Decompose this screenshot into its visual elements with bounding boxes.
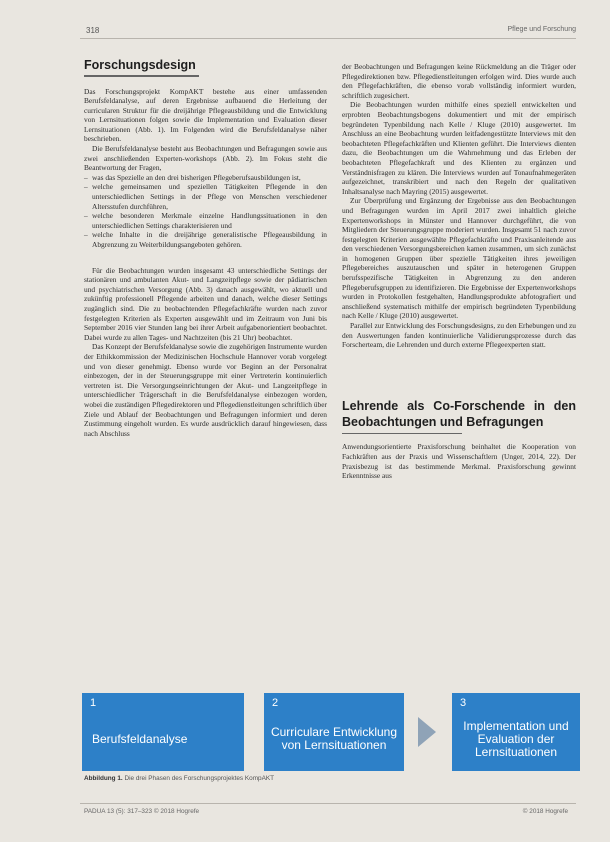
phase-label: Berufsfeldanalyse — [92, 731, 188, 746]
page-number: 318 — [86, 26, 100, 35]
paragraph: Zur Überprüfung und Ergänzung der Ergebnisse aus den Beobachtungen und Befragungen wurden im April 2017 zwei inhaltlich gleiche Expertenworkshops in Münster und Hannover durchgeführt, die von Mitgliedern der Steuerungsgruppe moderiert wurden. Insgesamt 51 nach zuvor festgelegten Kriterien ausgewählte Pflegefachkräfte und Praxisanleitende aus den verschiedenen Versorgungsbereichen kamen zusammen, um sich zunächst in homogenen Gruppen über spezielle Tätigkeiten ihres jeweiligen Pflegebereiches auszutauschen und später in heterogenen Gruppen berufsspezifische Tätigkeiten in Abgrenzung zu den anderen Pflegeberufsgruppen zu identifizieren. Die Ergebnisse der Expertenworkshops wurden in Protokollen festgehalten, Handlungsprodukte abfotografiert und anschließend systematisch mithilfe der empirisch begründeten Typenbildung nach Kelle / Kluge (2010) ausgewertet. — [342, 196, 576, 321]
phase-number: 2 — [272, 697, 279, 709]
right-column — [342, 62, 576, 481]
section-heading: Forschungsdesign — [84, 58, 196, 72]
list-item: – welche besonderen Merkmale einzelne Handlungssituationen in den unterschiedlichen Settings charakterisieren und — [84, 211, 327, 230]
paragraph: Parallel zur Entwicklung des Forschungsdesigns, zu den Erhebungen und zu den Auswertungen fanden kontinuierliche Validierungsprozesse durch das Forscherteam, die Lehrenden und durch externe Pflegeexperten statt. — [342, 321, 576, 350]
phase-number: 3 — [460, 697, 467, 709]
paragraph: Die Beobachtungen wurden mithilfe eines speziell entwickelten und erprobten Beobachtungsbogens dokumentiert und mit der empirisch begründeten Typenbildung nach Kelle / Kluge (2010) ausgewertet. Im Anschluss an eine Beobachtung wurden leitfadengestützte Interviews mit den beobachteten Pflegefachkräften und Klienten geführt. Die Interviews dienten dazu, die Beobachtungen um die Wahrnehmung und das Erleben der beobachteten Pflegefachkraft und des Klienten zu ergänzen und Verständnisfragen zu klären. Die Interviews wurden auf Tonaufnahmegeräten aufgezeichnet, transkribiert und nach den Regeln der qualitativen Inhaltsanalyse nach Mayring (2015) ausgewertet. — [342, 100, 576, 196]
paragraph: Für die Beobachtungen wurden insgesamt 43 unterschiedliche Settings der stationären und ambulanten Akut- und Langzeitpflege sowie der pädiatrischen und psychiatrischen Versorgung (Abb. 3) danach ausgewählt, wo aktuell und zukünftig professionell Pflegende arbeiten und danach, welche dieser Settings zugänglich sind. Die zu beobachtenden Pflegefachkräfte wurden nach zuvor festgelegten Kriterien als Experten ausgewählt und im Zeitraum von Juni bis September 2016 vier Stunden lang bei ihrer Arbeit aufgabenorientiert beobachtet. Dabei wurde zu allen Tages- und Nachtzeiten (bis 21 Uhr) beobachtet. — [84, 265, 327, 342]
paragraph: Die Berufsfeldanalyse besteht aus Beobachtungen und Befragungen sowie aus zwei anschließenden Experten-workshops (Abb. 2). Im Fokus steht die Beantwortung der Fragen, — [84, 144, 327, 173]
phase-label: Implementation und Evaluation der Lernsituationen — [463, 718, 569, 759]
paragraph: Das Konzept der Berufsfeldanalyse sowie die zugehörigen Instrumente wurden der Ethikkommission der Medizinischen Hochschule Hannover vorab vorgelegt und von dieser genehmigt. Ebenso wurde vor Beginn an der Personalrat einbezogen, der in der Steuerungsgruppe mit einer Vertreterin kontinuierlich vertreten ist. Die Versorgungseinrichtungen der Akut- und Langzeitpflege in unterschiedlicher Trägerschaft in die Berufsfeldanalyse einbezogen worden, wobei die zuständigen Pflegedirektoren und Pflegedienstleitungen schriftlich über Ziele und Ablauf der Beobachtungen und Befragungen informiert und deren Zustimmung eingeholt wurden. Es wurde ausdrücklich darauf hingewiesen, dass nach Abschluss — [84, 342, 327, 438]
paragraph: Das Forschungsprojekt KompAKT bestehe aus einer umfassenden Berufsfeldanalyse, auf deren Ergebnisse aufbauend die Herleitung der curricularen Struktur für die dreijährige Pflegeausbildung und die Entwicklung von Lernsituationen folgen sowie die Implementation und Evaluation dieser Lernsituationen (Abb. 1). Im Folgenden wird die Berufsfeldanalyse näher beschrieben. — [84, 86, 327, 144]
footer-publisher: © 2018 Hogrefe — [522, 808, 568, 815]
heading-rule — [342, 433, 462, 435]
phase-box-3 — [452, 693, 580, 771]
footer-citation: PADUA 13 (5): 317–323 © 2018 Hogrefe — [84, 808, 200, 815]
list-item: – was das Spezielle an den drei bisherigen Pflegeberufsausbildungen ist, — [84, 173, 327, 183]
left-column — [84, 58, 327, 438]
list-item: – welche gemeinsamen und speziellen Tätigkeiten Pflegende in den unterschiedlichen Settings in der Pflege von Menschen verschiedener Altersstufen durchführen, — [84, 182, 327, 211]
heading-rule — [84, 75, 199, 77]
header-rule — [80, 38, 576, 39]
phase-label: Curriculare Entwicklung von Lernsituationen — [270, 725, 398, 752]
paragraph: Anwendungsorientierte Praxisforschung beinhaltet die Kooperation von Fachkräften aus der Praxis und Wissenschaftlern (Unger, 2014, 22). Der Praxisbezug ist das bestimmende Merkmal. Praxisforschung gewinnt Erkenntnisse aus — [342, 442, 576, 481]
phase-number: 1 — [90, 697, 97, 709]
running-header: Pflege und Forschung — [507, 26, 576, 33]
phase-box-2 — [264, 693, 404, 771]
phase-diagram — [82, 693, 580, 771]
arrow-right-icon — [418, 717, 436, 747]
footer-rule — [80, 803, 576, 804]
caption-text: Die drei Phasen des Forschungsprojektes KompAKT — [124, 775, 275, 782]
section-heading: Lehrende als Co-Forschende in den Beobachtungen und Befragungen — [342, 398, 576, 429]
caption-label: Abbildung 1. — [84, 775, 123, 782]
question-list — [84, 173, 327, 250]
paragraph: der Beobachtungen und Befragungen keine Rückmeldung an die Träger oder Pflegedirektionen bzw. Pflegedienstleitungen erfolgen wird. Dies wurde auch den Pflegefachkräften, die ebenso vorab vollständig informiert wurden, schriftlich zugesichert. — [342, 62, 576, 100]
figure-caption — [84, 775, 274, 782]
list-item: – welche Inhalte in die dreijährige generalistische Pflegeausbildung in Abgrenzung zu Weiterbildungsangeboten gehören. — [84, 230, 327, 249]
phase-box-1 — [82, 693, 244, 771]
